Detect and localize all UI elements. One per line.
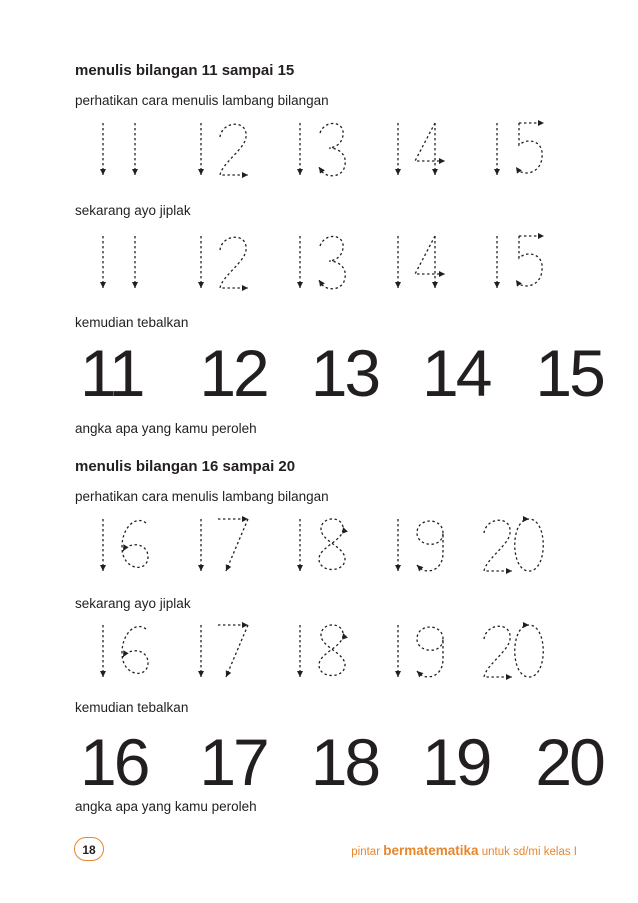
trace-digit-13-tens [297, 123, 303, 175]
tracing-row-11-15-practice [0, 228, 638, 303]
trace-digit-15-units-arrow-1-0 [538, 120, 544, 126]
trace-digit-11-units-arrow-0-0 [132, 282, 138, 288]
big-number-20: 20 [535, 725, 603, 799]
trace-digit-19-units-stroke-0 [417, 521, 443, 571]
trace-digit-18-tens [297, 625, 303, 677]
trace-digit-17-tens [198, 625, 204, 677]
trace-digit-15-units-stroke-0 [516, 123, 542, 173]
trace-digit-14-tens [395, 123, 401, 175]
trace-digit-11-tens [100, 236, 106, 288]
section1-instruction-bold: kemudian tebalkan [75, 315, 189, 330]
trace-digit-14-tens-arrow-0-0 [395, 169, 401, 175]
trace-digit-20-units-stroke-0 [515, 625, 544, 677]
trace-digit-11-tens-arrow-0-0 [100, 282, 106, 288]
trace-digit-18-tens-arrow-0-0 [297, 671, 303, 677]
trace-digit-16-units-stroke-0 [122, 520, 148, 567]
trace-digit-14-tens-arrow-0-0 [395, 282, 401, 288]
big-number-18: 18 [310, 725, 379, 799]
trace-digit-16-units [120, 626, 148, 673]
trace-digit-11-units-arrow-0-0 [132, 169, 138, 175]
trace-digit-17-units-arrow-0-1 [223, 670, 231, 678]
section1-question: angka apa yang kamu peroleh [75, 421, 257, 436]
big-number-17: 17 [199, 725, 267, 799]
book-title: bermatematika [383, 843, 479, 858]
trace-digit-15-tens-arrow-0-0 [494, 282, 500, 288]
trace-digit-16-tens [100, 519, 106, 571]
trace-digit-19-units [415, 627, 443, 677]
trace-digit-12-tens [198, 123, 204, 175]
trace-digit-13-tens [297, 236, 303, 288]
trace-digit-12-units [220, 237, 248, 291]
section1-big-numbers [80, 336, 603, 410]
trace-digit-12-units [220, 124, 248, 178]
trace-digit-15-units [514, 233, 544, 287]
trace-digit-18-tens-arrow-0-0 [297, 565, 303, 571]
trace-digit-11-units [132, 236, 138, 288]
trace-digit-20-units [515, 622, 544, 677]
trace-digit-12-tens [198, 236, 204, 288]
trace-digit-12-tens-arrow-0-0 [198, 282, 204, 288]
trace-digit-19-tens [395, 519, 401, 571]
trace-digit-18-units-arrow-0-0 [340, 526, 348, 534]
trace-digit-12-units-arrow-0-0 [242, 285, 248, 291]
trace-digit-20-units-arrow-0-0 [523, 516, 529, 522]
book-suffix: untuk sd/mi kelas I [481, 846, 577, 858]
big-number-14: 14 [422, 336, 490, 410]
big-number-11: 11 [80, 336, 143, 410]
trace-digit-14-units-arrow-1-0 [432, 282, 438, 288]
trace-digit-16-tens [100, 625, 106, 677]
trace-digit-13-units-stroke-0 [319, 236, 345, 288]
big-number-16: 16 [80, 725, 148, 799]
trace-digit-14-units-arrow-0-0 [439, 271, 445, 277]
trace-digit-15-units-arrow-1-0 [538, 233, 544, 239]
tracing-row-11-15-example [0, 115, 638, 190]
trace-digit-11-tens [100, 123, 106, 175]
trace-digit-16-tens-arrow-0-0 [100, 671, 106, 677]
trace-digit-19-units [415, 521, 443, 571]
trace-digit-14-units [415, 123, 445, 175]
trace-digit-14-units-arrow-0-0 [439, 158, 445, 164]
trace-digit-17-tens-arrow-0-0 [198, 565, 204, 571]
trace-digit-13-units [317, 236, 346, 288]
trace-digit-19-units-stroke-0 [417, 627, 443, 677]
section2-heading: menulis bilangan 16 sampai 20 [75, 458, 296, 475]
trace-digit-20-tens-arrow-0-0 [506, 674, 512, 680]
book-prefix: pintar [351, 846, 381, 858]
trace-digit-13-tens-arrow-0-0 [297, 282, 303, 288]
trace-digit-19-tens-arrow-0-0 [395, 565, 401, 571]
trace-digit-18-tens [297, 519, 303, 571]
trace-digit-14-units-stroke-0 [415, 236, 445, 274]
trace-digit-13-units-arrow-0-0 [317, 165, 325, 173]
trace-digit-18-units [319, 625, 348, 676]
trace-digit-17-tens [198, 519, 204, 571]
trace-digit-14-units-stroke-0 [415, 123, 445, 161]
trace-digit-17-units-arrow-0-1 [223, 564, 231, 572]
section2-big-numbers [80, 725, 603, 799]
trace-digit-12-tens-arrow-0-0 [198, 169, 204, 175]
section1-heading: menulis bilangan 11 sampai 15 [75, 62, 295, 79]
trace-digit-12-units-stroke-0 [220, 124, 248, 175]
trace-digit-20-tens-stroke-0 [484, 520, 512, 571]
trace-digit-18-units-arrow-0-0 [340, 632, 348, 640]
trace-digit-11-tens-arrow-0-0 [100, 169, 106, 175]
trace-digit-17-units-stroke-0 [218, 625, 248, 677]
trace-digit-13-units [317, 123, 346, 175]
section2-question: angka apa yang kamu peroleh [75, 799, 257, 814]
trace-digit-14-units [415, 236, 445, 288]
trace-digit-16-units-stroke-0 [122, 626, 148, 673]
trace-digit-16-units [120, 520, 148, 567]
trace-digit-20-tens-stroke-0 [484, 626, 512, 677]
trace-digit-20-units [515, 516, 544, 571]
trace-digit-15-tens [494, 123, 500, 175]
trace-digit-20-units-arrow-0-0 [523, 622, 529, 628]
trace-digit-18-units-stroke-0 [319, 625, 345, 676]
trace-digit-20-tens [484, 626, 512, 680]
trace-digit-18-units [319, 519, 348, 570]
trace-digit-12-units-arrow-0-0 [242, 172, 248, 178]
trace-digit-20-tens [484, 520, 512, 574]
page-number: 18 [74, 837, 104, 861]
trace-digit-13-units-stroke-0 [319, 123, 345, 175]
trace-digit-17-units-stroke-0 [218, 519, 248, 571]
section2-instruction-trace: sekarang ayo jiplak [75, 596, 191, 611]
trace-digit-17-units [218, 622, 248, 678]
section1-instruction-watch: perhatikan cara menulis lambang bilangan [75, 93, 329, 108]
trace-digit-13-units-arrow-0-0 [317, 278, 325, 286]
book-title-footer [351, 843, 577, 858]
big-number-15: 15 [535, 336, 603, 410]
section1-instruction-trace: sekarang ayo jiplak [75, 203, 191, 218]
trace-digit-19-tens-arrow-0-0 [395, 671, 401, 677]
trace-digit-12-units-stroke-0 [220, 237, 248, 288]
trace-digit-18-units-stroke-0 [319, 519, 345, 570]
trace-digit-15-units-stroke-0 [516, 236, 542, 286]
trace-digit-20-units-stroke-0 [515, 519, 544, 571]
trace-digit-20-tens-arrow-0-0 [506, 568, 512, 574]
big-number-12: 12 [199, 336, 267, 410]
trace-digit-15-tens [494, 236, 500, 288]
trace-digit-15-units [514, 120, 544, 174]
trace-digit-14-tens [395, 236, 401, 288]
big-number-19: 19 [422, 725, 490, 799]
big-number-13: 13 [310, 336, 379, 410]
trace-digit-17-tens-arrow-0-0 [198, 671, 204, 677]
trace-digit-14-units-arrow-1-0 [432, 169, 438, 175]
trace-digit-13-tens-arrow-0-0 [297, 169, 303, 175]
tracing-row-16-20-practice [0, 617, 638, 692]
tracing-row-16-20-example [0, 511, 638, 586]
trace-digit-19-tens [395, 625, 401, 677]
trace-digit-19-units-arrow-0-0 [415, 669, 423, 677]
section2-instruction-watch: perhatikan cara menulis lambang bilangan [75, 489, 329, 504]
trace-digit-19-units-arrow-0-0 [415, 563, 423, 571]
trace-digit-11-units [132, 123, 138, 175]
trace-digit-16-tens-arrow-0-0 [100, 565, 106, 571]
trace-digit-17-units [218, 516, 248, 572]
section2-instruction-bold: kemudian tebalkan [75, 700, 189, 715]
trace-digit-15-tens-arrow-0-0 [494, 169, 500, 175]
